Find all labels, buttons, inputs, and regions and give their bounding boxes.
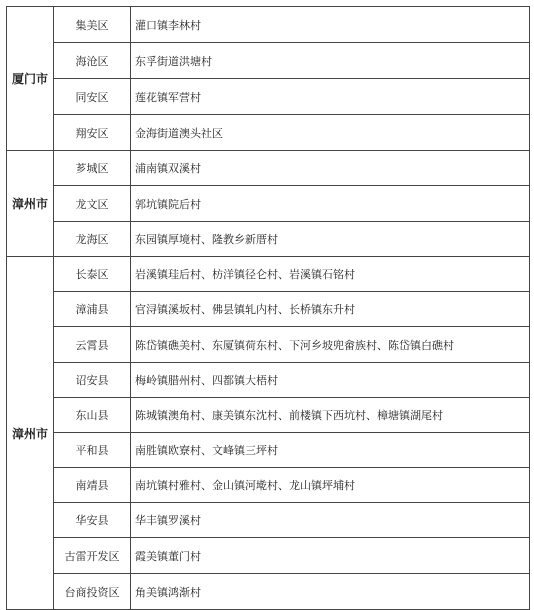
city-cell: 漳州市 <box>7 151 54 257</box>
table-row <box>7 292 530 327</box>
villages-cell: 灌口镇李林村 <box>131 7 530 43</box>
district-cell: 龙海区 <box>54 222 131 257</box>
table-row <box>7 222 530 257</box>
document-page <box>6 6 528 599</box>
villages-cell: 浦南镇双溪村 <box>131 151 530 186</box>
table-row <box>7 433 530 468</box>
table-row <box>7 43 530 79</box>
villages-cell: 南胜镇欧寮村、文峰镇三坪村 <box>131 433 530 468</box>
table-row <box>7 186 530 222</box>
table-row <box>7 363 530 398</box>
villages-cell: 东孚街道洪塘村 <box>131 43 530 79</box>
table-row <box>7 538 530 574</box>
city-cell: 漳州市 <box>7 257 54 610</box>
table-row <box>7 468 530 503</box>
table-row <box>7 574 530 610</box>
villages-cell: 官浔镇溪坂村、佛昙镇轧内村、长桥镇东升村 <box>131 292 530 327</box>
district-cell: 诏安县 <box>54 363 131 398</box>
district-cell: 台商投资区 <box>54 574 131 610</box>
table-row <box>7 257 530 292</box>
villages-cell: 角美镇鸿渐村 <box>131 574 530 610</box>
district-cell: 海沧区 <box>54 43 131 79</box>
district-cell: 古雷开发区 <box>54 538 131 574</box>
district-cell: 集美区 <box>54 7 131 43</box>
district-cell: 芗城区 <box>54 151 131 186</box>
villages-cell: 霞美镇董门村 <box>131 538 530 574</box>
village-table <box>6 6 530 610</box>
villages-cell: 陈岱镇礁美村、东厦镇荷东村、下河乡坡兜畲族村、陈岱镇白礁村 <box>131 327 530 363</box>
table-row <box>7 151 530 186</box>
district-cell: 东山县 <box>54 398 131 433</box>
district-cell: 龙文区 <box>54 186 131 222</box>
table-row <box>7 7 530 43</box>
district-cell: 漳浦县 <box>54 292 131 327</box>
district-cell: 华安县 <box>54 503 131 538</box>
villages-cell: 陈城镇澳角村、康美镇东沈村、前楼镇下西坑村、樟塘镇湖尾村 <box>131 398 530 433</box>
district-cell: 长泰区 <box>54 257 131 292</box>
villages-cell: 金海街道澳头社区 <box>131 115 530 151</box>
villages-cell: 莲花镇军营村 <box>131 79 530 115</box>
district-cell: 同安区 <box>54 79 131 115</box>
villages-cell: 南坑镇村雅村、金山镇河墘村、龙山镇坪埔村 <box>131 468 530 503</box>
villages-cell: 岩溪镇珪后村、枋洋镇径仑村、岩溪镇石铭村 <box>131 257 530 292</box>
city-cell: 厦门市 <box>7 7 54 151</box>
table-row <box>7 79 530 115</box>
villages-cell: 梅岭镇腊州村、四都镇大梧村 <box>131 363 530 398</box>
table-row <box>7 115 530 151</box>
table-row <box>7 398 530 433</box>
district-cell: 平和县 <box>54 433 131 468</box>
district-cell: 云霄县 <box>54 327 131 363</box>
table-row <box>7 327 530 363</box>
district-cell: 翔安区 <box>54 115 131 151</box>
villages-cell: 华丰镇罗溪村 <box>131 503 530 538</box>
villages-cell: 东园镇厚境村、隆教乡新厝村 <box>131 222 530 257</box>
district-cell: 南靖县 <box>54 468 131 503</box>
table-row <box>7 503 530 538</box>
villages-cell: 郭坑镇院后村 <box>131 186 530 222</box>
